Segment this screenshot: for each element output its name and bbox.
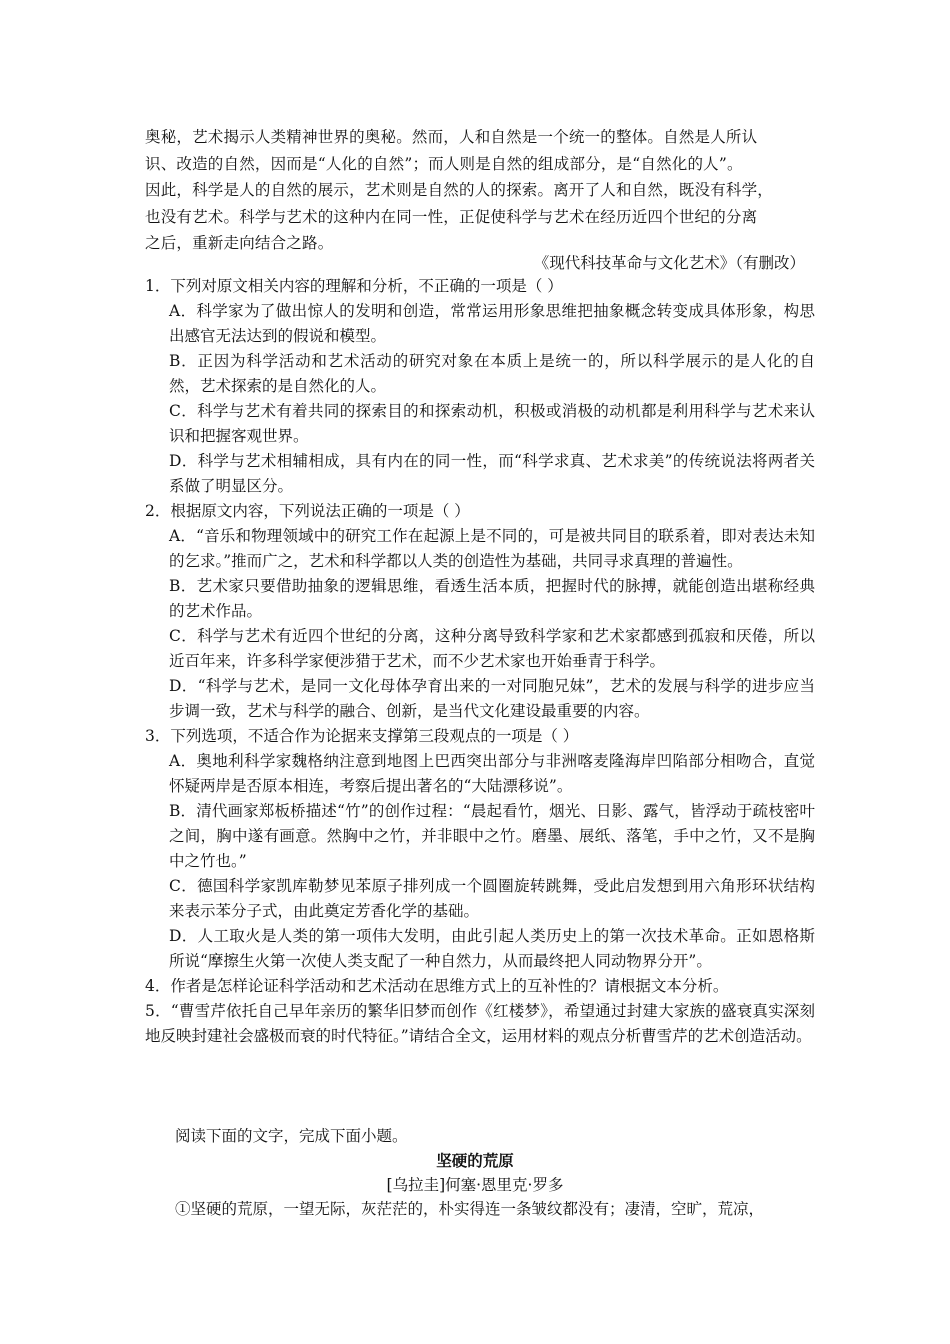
story-title: 坚硬的荒原 bbox=[436, 1151, 514, 1170]
option-a: A．奥地利科学家魏格纳注意到地图上巴西突出部分与非洲喀麦隆海岸凹陷部分相吻合，直觉怀疑两岸是否原本相连，考察后提出著名的“大陆漂移说”。 bbox=[169, 752, 815, 795]
question-3 bbox=[145, 724, 815, 974]
question-stem: 1．下列对原文相关内容的理解和分析，不正确的一项是（ ） bbox=[145, 277, 563, 295]
option-d: D．科学与艺术相辅相成，具有内在的同一性，而“科学求真、艺术求美”的传统说法将两者关系做了明显区分。 bbox=[169, 452, 815, 495]
option-a: A．科学家为了做出惊人的发明和创造，常常运用形象思维把抽象概念转变成具体形象，构思出感官无法达到的假说和模型。 bbox=[169, 302, 815, 345]
passage-line: 之后，重新走向结合之路。 bbox=[145, 234, 334, 252]
option-d: D．“科学与艺术，是同一文化母体孕育出来的一对同胞兄妹”，艺术的发展与科学的进步应当步调一致，艺术与科学的融合、创新，是当代文化建设最重要的内容。 bbox=[169, 677, 815, 720]
question-1 bbox=[145, 274, 815, 499]
option-b: B．清代画家郑板桥描述“竹”的创作过程：“晨起看竹，烟光、日影、露气，皆浮动于疏枝密叶之间，胸中遂有画意。然胸中之竹，并非眼中之竹。磨墨、展纸、落笔，手中之竹，又不是胸中之竹也。” bbox=[169, 802, 815, 870]
question-5 bbox=[145, 999, 815, 1049]
question-4 bbox=[145, 974, 815, 999]
passage-line: 因此，科学是人的自然的展示，艺术则是自然的人的探索。离开了人和自然，既没有科学， bbox=[145, 181, 774, 199]
option-c: C．德国科学家凯库勒梦见苯原子排列成一个圆圈旋转跳舞，受此启发想到用六角形环状结构来表示苯分子式，由此奠定芳香化学的基础。 bbox=[169, 877, 815, 920]
option-b: B．艺术家只要借助抽象的逻辑思维，看透生活本质，把握时代的脉搏，就能创造出堪称经典的艺术作品。 bbox=[169, 577, 815, 620]
question-stem: 2．根据原文内容，下列说法正确的一项是（ ） bbox=[145, 502, 470, 520]
option-b: B．正因为科学活动和艺术活动的研究对象在本质上是统一的，所以科学展示的是人化的自然，艺术探索的是自然化的人。 bbox=[169, 352, 815, 395]
source-citation: 《现代科技革命与文化艺术》（有删改） bbox=[533, 254, 805, 272]
option-a: A．“音乐和物理领域中的研究工作在起源上是不同的，可是被共同目的联系着，即对表达未知的乞求。”推而广之，艺术和科学都以人类的创造性为基础，共同寻求真理的普遍性。 bbox=[169, 527, 815, 570]
passage-line: 奥秘，艺术揭示人类精神世界的奥秘。然而，人和自然是一个统一的整体。自然是人所认 bbox=[145, 128, 758, 146]
option-c: C．科学与艺术有着共同的探索目的和探索动机，积极或消极的动机都是利用科学与艺术来认识和把握客观世界。 bbox=[169, 402, 815, 445]
option-d: D．人工取火是人类的第一项伟大发明，由此引起人类历史上的第一次技术革命。正如恩格斯所说“摩擦生火第一次使人类支配了一种自然力，从而最终把人同动物界分开”。 bbox=[169, 927, 815, 970]
reading-instruction: 阅读下面的文字，完成下面小题。 bbox=[175, 1127, 408, 1145]
question-2 bbox=[145, 499, 815, 724]
question-stem: 4．作者是怎样论证科学活动和艺术活动在思维方式上的互补性的？请根据文本分析。 bbox=[145, 977, 729, 995]
option-c: C．科学与艺术有近四个世纪的分离，这种分离导致科学家和艺术家都感到孤寂和厌倦，所以近百年来，许多科学家便涉猎于艺术，而不少艺术家也开始垂青于科学。 bbox=[169, 627, 815, 670]
story-author: [乌拉圭]何塞·恩里克·罗多 bbox=[386, 1176, 564, 1194]
question-list bbox=[145, 274, 815, 1049]
passage-paragraph bbox=[145, 124, 805, 257]
passage-line: 识、改造的自然，因而是“人化的自然”；而人则是自然的组成部分，是“自然化的人”。 bbox=[145, 154, 743, 173]
question-stem: 5．“曹雪芹依托自己早年亲历的繁华旧梦而创作《红楼梦》，希望通过封建大家族的盛衰真实深刻地反映封建社会盛极而衰的时代特征。”请结合全文，运用材料的观点分析曹雪芹的艺术创造活动。 bbox=[145, 1002, 815, 1045]
passage-line: 也没有艺术。科学与艺术的这种内在同一性，正促使科学与艺术在经历近四个世纪的分离 bbox=[145, 207, 758, 226]
story-paragraph-1: ①坚硬的荒原，一望无际，灰茫茫的，朴实得连一条皱纹都没有；凄清，空旷，荒凉， bbox=[175, 1200, 765, 1218]
question-stem: 3．下列选项，不适合作为论据来支撑第三段观点的一项是（ ） bbox=[145, 727, 579, 745]
